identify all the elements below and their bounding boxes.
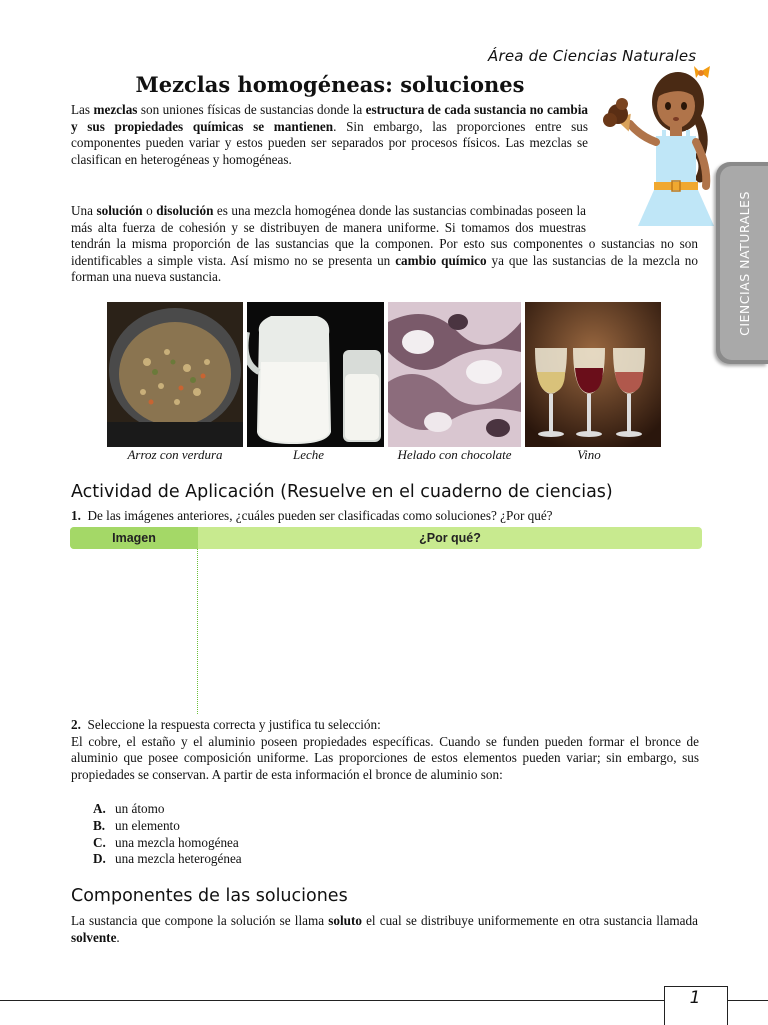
table-header-why: ¿Por qué? <box>419 531 481 545</box>
milk-photo <box>247 302 384 447</box>
girl-with-ice-cream-illustration <box>596 66 718 226</box>
intro-paragraph-1: Las mezclas son uniones físicas de sustancias donde la estructura de cada sustancia no cambia y sus propiedades químicas se mantienen. Sin embargo, las proporciones entre sus componentes pueden variar y estos pueden ser separados por procesos físicos. Las mezclas se clasifican en heterogéneas y homogéneas. <box>71 102 588 167</box>
option-b[interactable]: B. un elemento <box>93 818 180 833</box>
components-heading: Componentes de las soluciones <box>71 886 348 906</box>
table-column-divider <box>197 549 198 714</box>
wine-photo <box>525 302 661 447</box>
activity-heading: Actividad de Aplicación (Resuelve en el cuaderno de ciencias) <box>71 482 613 502</box>
caption-milk: Leche <box>292 447 325 462</box>
rice-with-vegetables-photo <box>107 302 243 447</box>
side-tab[interactable] <box>716 162 768 364</box>
caption-rice: Arroz con verdura <box>127 447 223 462</box>
option-a[interactable]: A. un átomo <box>93 801 165 816</box>
option-c[interactable]: C. una mezcla homogénea <box>93 835 239 850</box>
question-1: 1. De las imágenes anteriores, ¿cuáles pueden ser clasificadas como soluciones? ¿Por qué? <box>71 508 553 523</box>
caption-ice-cream: Helado con chocolate <box>397 447 512 462</box>
side-tab-label: CIENCIAS NATURALES <box>736 190 752 336</box>
intro-paragraph-2: Una solución o disolución es una mezcla homogénea donde las sustancias combinadas poseen la más alta fuerza de cohesión y se distribuyen de manera uniforme. Si tomamos dos muestras tendrán la misma proporción de las sustancias que la componen. Por esto sus componentes o sustancias no son identificables a simple vista. Así mismo no se presenta un cambio químico ya que las sustancias de la mezcla no forman una nueva sustancia. <box>71 203 698 285</box>
footer-line <box>0 1000 768 1001</box>
page-title: Mezclas homogéneas: soluciones <box>135 72 525 97</box>
question-2: 2. Seleccione la respuesta correcta y justifica tu selección: El cobre, el estaño y el aluminio poseen propiedades específicas. Cuando se funden pueden formar el bronce de aluminio que posee composición uniforme. Las proporciones de estos elementos pueden variar; sin embargo, sus propiedades se conservan. A partir de esta información el bronce de aluminio son: <box>71 717 699 782</box>
components-paragraph: La sustancia que compone la solución se llama soluto el cual se distribuye uniformemente en otra sustancia llamada solvente. <box>71 913 698 945</box>
option-d[interactable]: D. una mezcla heterogénea <box>93 851 242 866</box>
caption-wine: Vino <box>577 447 601 462</box>
area-header: Área de Ciencias Naturales <box>488 47 697 65</box>
ice-cream-with-chocolate-photo <box>388 302 521 447</box>
table-header-image: Imagen <box>70 527 198 549</box>
page-number: 1 <box>689 988 701 1008</box>
